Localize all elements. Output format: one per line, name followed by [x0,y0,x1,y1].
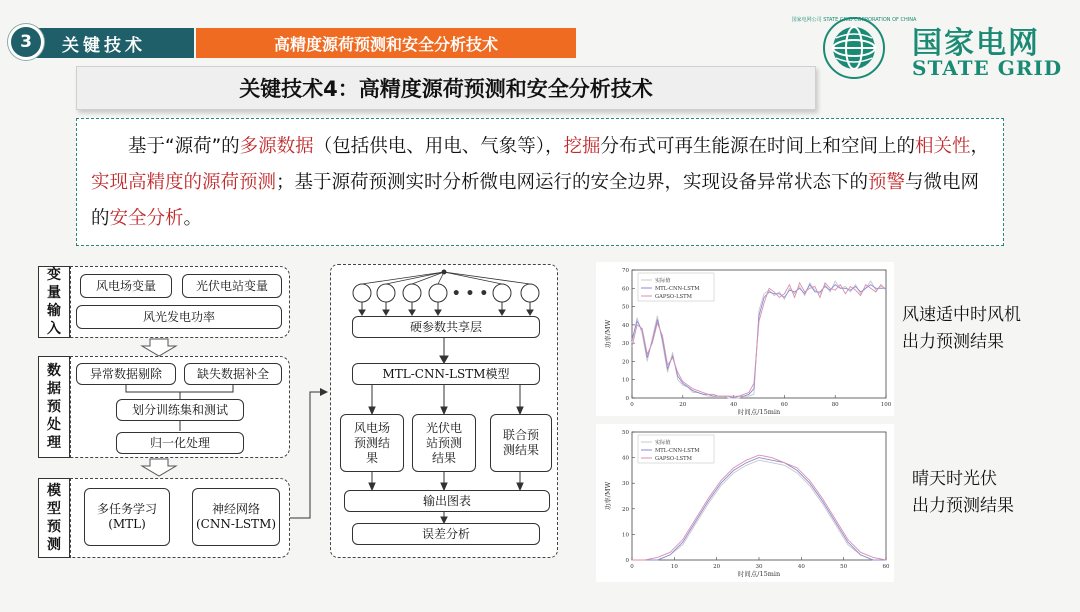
y-tick-label: 0 [625,558,629,564]
state-grid-logo [791,12,1072,82]
intro-text-4: ， [970,136,990,157]
y-tick-label: 30 [622,481,629,488]
y-tick-label: 40 [622,322,629,329]
pv-station-variables-box: 光伏电站变量 [182,274,282,298]
y-tick-label: 10 [622,532,629,539]
input-edge-1 [362,272,444,284]
stage-data-preprocessing: 数 据 预 处 理 [38,356,70,458]
wind-power-forecast-chart [596,262,894,416]
hidden-node-3 [403,284,421,302]
intro-text-5: ；基于源荷预测实时分析微电网运行的安全边界，实现设备异常状态下的 [276,172,869,193]
y-tick-label: 30 [622,341,629,348]
mtl-box: 多任务学习 (MTL) [84,488,170,546]
pv-to-output-head [441,483,447,490]
section-number-badge: 3 [8,24,44,60]
intro-text-2: （包括供电、用电、气象等）， [313,136,564,157]
train-test-split-box: 划分训练集和测试 [116,399,244,421]
input-edge-2 [386,272,444,284]
hidden-node-4 [429,284,447,302]
x-tick-label: 80 [831,402,839,408]
error-analysis-box: 误差分析 [352,523,540,545]
logo-chinese: 国家电网 [912,26,1040,61]
legend-label: MTL-CNN-LSTM [655,448,700,454]
wind-caption: 风速适中时风机 出力预测结果 [902,305,1021,352]
globe-logo-icon [791,12,917,82]
x-tick-label: 60 [882,564,890,570]
node-connector-3-head [409,310,415,315]
x-tick-label: 60 [780,402,788,408]
intro-highlight-6: 安全分析 [109,208,184,229]
shared-layer-box: 硬参数共享层 [352,316,540,338]
x-tick-label: 100 [880,402,892,408]
pv-power-forecast-chart [596,424,894,582]
x-tick-label: 40 [797,564,805,570]
intro-text-3: 分布式可再生能源在时间上和空间上的 [600,136,915,157]
chart-legend [638,273,714,301]
node-connector-2-head [383,310,389,315]
intro-highlight-5: 预警 [868,172,906,193]
intro-text-6: 与微电网的 [91,172,980,229]
wind-solar-power-box: 风光发电功率 [76,305,282,329]
output-chart-box: 输出图表 [344,490,550,512]
intro-highlight-4: 实现高精度的源荷预测 [91,172,277,193]
logo-ring-text: 国家电网公司 STATE GRID CORPORATION OF CHINA [791,17,917,23]
legend-label: 实际值 [655,278,671,284]
chart-legend [638,435,714,463]
normalization-box: 归一化处理 [116,432,244,454]
network-diagram [330,264,558,558]
hidden-node-5 [493,284,511,302]
intro-text-1: 基于“源荷”的 [128,136,240,157]
joint-result-box: 联合预 测结果 [490,414,552,472]
x-tick-label: 0 [630,402,634,408]
legend-label: GAPSO-LSTM [655,294,692,300]
legend-label: 实际值 [655,440,671,446]
x-axis-label: 时间点/15min [737,408,781,416]
intro-highlight-1: 多源数据 [239,136,314,157]
y-tick-label: 0 [625,396,629,402]
x-tick-label: 0 [630,564,634,570]
model-to-joint-head [517,407,523,414]
y-tick-label: 40 [622,455,629,462]
y-tick-label: 50 [622,304,629,311]
arrow-to-model-panel-head [320,388,328,396]
shared-to-model-head [440,356,448,363]
y-tick-label: 70 [622,268,629,274]
wind-result-box: 风电场 预测结 果 [340,414,404,472]
model-to-wind-head [369,407,375,414]
node-connector-4-head [435,310,441,315]
y-tick-label: 10 [622,377,629,384]
joint-to-output-head [517,483,523,490]
stage-model-prediction: 模 型 预 测 [38,478,70,558]
section-title: 关键技术 [28,28,194,58]
x-tick-label: 20 [713,564,721,570]
hidden-node-1 [353,284,371,302]
wind-farm-variables-box: 风电场变量 [80,274,172,298]
y-tick-label: 20 [622,359,629,366]
pv-result-box: 光伏电 站预测 结果 [412,414,476,472]
mtl-cnn-lstm-model-box: MTL-CNN-LSTM模型 [352,363,540,385]
intro-highlight-3: 相关性 [914,136,971,157]
model-to-pv-head [441,407,447,414]
y-tick-label: 50 [622,430,629,436]
wind-to-output-head [369,483,375,490]
arrow-to-model-panel [290,392,326,518]
x-tick-label: 10 [670,564,678,570]
hidden-node-6 [521,284,539,302]
logo-english: STATE GRID [912,56,1063,80]
intro-highlight-2: 挖掘 [563,136,601,157]
y-tick-label: 60 [622,286,629,293]
wind-chart-frame [596,262,894,416]
intro-text-7: 。 [183,208,203,229]
input-edge-5 [444,272,502,284]
intro-paragraph [76,118,1004,246]
x-tick-label: 30 [755,564,763,570]
x-tick-label: 20 [679,402,687,408]
y-tick-label: 20 [622,506,629,513]
x-axis-label: 时间点/15min [737,570,781,578]
hidden-node-2 [377,284,395,302]
pv-chart-frame [596,424,894,582]
hollow-arrow-2 [142,459,176,476]
stage-variable-input: 变 量 输 入 [38,266,70,338]
cnn-lstm-box: 神经网络 (CNN-LSTM) [192,488,280,546]
legend-label: GAPSO-LSTM [655,456,692,462]
node-connector-5-head [499,310,505,315]
section-subtitle: 高精度源荷预测和安全分析技术 [196,28,576,58]
y-axis-label: 功率/MW [604,481,612,511]
page-title: 关键技术4：高精度源荷预测和安全分析技术 [76,66,816,110]
hollow-arrow-1 [142,339,176,356]
node-connector-6-head [527,310,533,315]
y-axis-label: 功率/MW [604,319,612,349]
pv-caption: 晴天时光伏 出力预测结果 [912,469,1014,516]
x-tick-label: 50 [840,564,848,570]
legend-label: MTL-CNN-LSTM [655,286,700,292]
input-edge-6 [444,272,530,284]
node-connector-1-head [359,310,365,315]
abnormal-data-removal-box: 异常数据剔除 [76,363,176,385]
ellipsis-dots: • • • [451,286,489,302]
x-tick-label: 40 [730,402,738,408]
missing-data-fill-box: 缺失数据补全 [184,363,282,385]
